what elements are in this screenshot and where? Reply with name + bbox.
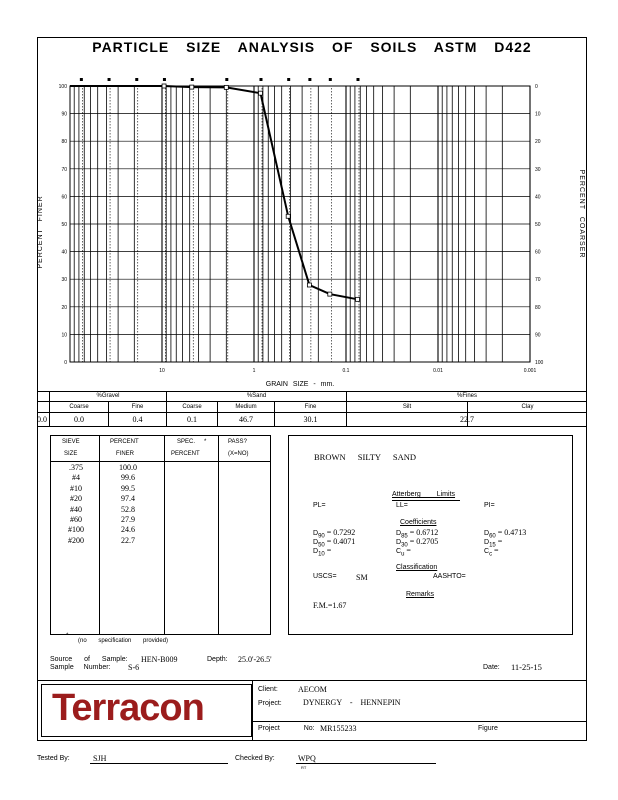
x-tick-10: 10: [159, 368, 165, 374]
fineness-modulus: F.M.=1.67: [313, 601, 347, 610]
data-point-6: [328, 292, 332, 296]
h-xno: (X=NO): [228, 451, 249, 457]
val-gravel-fine: 0.4: [132, 415, 143, 424]
source-label: Source of Sample:: [50, 656, 128, 663]
atterberg-title: Atterberg Limits: [392, 491, 456, 498]
sieve-size-1: #4: [72, 473, 80, 483]
cobbles-value: 0.0: [37, 415, 47, 424]
val-fines: 22.7: [460, 415, 474, 424]
y-tick-right-0: 0: [535, 84, 538, 90]
d90: $D_{90} = 0.7292$: [313, 528, 356, 540]
footnote-star: *: [66, 633, 69, 639]
y-tick-left-50: 50: [61, 222, 67, 228]
tested-value: SJH: [93, 754, 107, 763]
col-gravel-coarse: Coarse: [69, 404, 89, 410]
sieve-marker-3: [163, 78, 166, 81]
sieve-marker-7: [287, 78, 290, 81]
y-tick-left-60: 60: [61, 194, 67, 201]
y-tick-left-70: 70: [61, 166, 67, 173]
sieve-finer: [104, 463, 152, 546]
depth-value: 25.0'-26.5': [238, 655, 272, 664]
y-tick-right-50: 50: [535, 222, 541, 228]
pl-label: PL=: [313, 502, 326, 509]
sieve-size-4: #40: [70, 504, 82, 514]
y-tick-right-80: 80: [535, 304, 541, 311]
col-clay: Clay: [521, 404, 534, 410]
y-tick-right-30: 30: [535, 166, 541, 173]
data-point-1: [190, 85, 194, 89]
sieve-sizes: [58, 463, 94, 546]
uscs-label: USCS=: [313, 573, 337, 580]
sieve-marker-9: [329, 78, 332, 81]
data-point-0: [162, 84, 166, 88]
x-tick-0.01: 0.01: [433, 368, 443, 374]
cc: $C_c$ =: [484, 546, 499, 558]
y-tick-right-100: 100: [535, 360, 544, 366]
checked-sub: RT: [301, 765, 307, 770]
sieve-finer-2: 99.5: [121, 483, 135, 493]
source-value: HEN-B009: [141, 655, 178, 664]
h-star: *: [204, 439, 207, 445]
pi-label: PI=: [484, 502, 495, 509]
val-sand-fine: 30.1: [303, 415, 318, 424]
figure-label: Figure: [478, 725, 498, 732]
x-tick-1: 1: [252, 368, 256, 374]
data-point-2: [224, 85, 228, 89]
y-tick-right-60: 60: [535, 249, 541, 256]
project-value: DYNERGY - HENNEPIN: [303, 698, 401, 707]
d60: $D_{60} = 0.4713$: [484, 528, 527, 540]
terracon-logo: Terracon: [52, 687, 204, 729]
gradation-line: [164, 86, 358, 299]
d85: $D_{85} = 0.6712$: [396, 528, 439, 540]
footnote: (no specification provided): [78, 638, 169, 644]
remarks-title: Remarks: [406, 591, 435, 598]
y-tick-left-90: 90: [61, 111, 67, 118]
x-tick-0.1: 0.1: [342, 368, 350, 374]
sieve-size-7: #200: [68, 535, 84, 545]
col-sand-coarse: Coarse: [182, 404, 202, 410]
sieve-size-5: #60: [70, 515, 82, 525]
sieve-marker-4: [191, 78, 194, 81]
checked-label: Checked By:: [235, 755, 275, 762]
sieve-finer-3: 97.4: [121, 494, 135, 504]
y-tick-right-90: 90: [535, 332, 541, 339]
y-tick-left-20: 20: [61, 304, 67, 311]
sieve-marker-0: [80, 78, 83, 81]
x-axis-label: GRAIN SIZE - mm.: [265, 381, 335, 388]
d50: $D_{50} = 0.4071$: [313, 537, 356, 549]
h-spec-percent: PERCENT: [171, 451, 200, 457]
uscs-value: SM: [356, 573, 368, 582]
h-size: SIZE: [64, 451, 78, 457]
client-label: Client:: [258, 686, 278, 693]
project-label: Project:: [258, 700, 282, 707]
col-sand-fine: Fine: [304, 404, 317, 410]
ll-label: LL=: [396, 502, 408, 509]
sieve-finer-5: 27.9: [121, 515, 135, 525]
tested-label: Tested By:: [37, 755, 70, 762]
sieve-finer-1: 99.6: [121, 473, 135, 483]
sieve-size-2: #10: [70, 483, 82, 493]
d10: $D_{10}$ =: [313, 546, 332, 558]
col-gravel-fine: Fine: [131, 404, 144, 410]
sieve-size-3: #20: [70, 494, 82, 504]
sieve-marker-6: [259, 78, 262, 81]
data-point-4: [286, 214, 290, 218]
gravel-header: %Gravel: [96, 393, 120, 399]
y-tick-right-20: 20: [535, 139, 541, 146]
sieve-size-6: #100: [68, 525, 84, 535]
y-tick-left-30: 30: [61, 277, 67, 284]
h-percent: PERCENT: [110, 439, 139, 445]
fines-header: %Fines: [456, 393, 477, 399]
checked-value: WPQ: [298, 754, 316, 763]
coeff-title: Coefficients: [400, 519, 437, 526]
sieve-finer-7: 22.7: [121, 535, 135, 545]
data-point-7: [355, 297, 359, 301]
sieve-finer-0: 100.0: [119, 463, 137, 472]
date-value: 11-25-15: [511, 662, 542, 672]
sieve-marker-5: [225, 78, 228, 81]
y-axis-label-left: PERCENT FINER: [37, 195, 44, 269]
h-finer: FINER: [116, 451, 134, 457]
cu: $C_u$ =: [396, 546, 411, 558]
d15: $D_{15}$ =: [484, 537, 503, 549]
sieve-marker-2: [135, 78, 138, 81]
col-silt: Silt: [402, 404, 412, 410]
val-sand-medium: 46.7: [239, 415, 253, 424]
y-tick-left-0: 0: [64, 360, 67, 366]
h-sieve: SIEVE: [62, 439, 80, 445]
project-no-label: Project No:: [258, 725, 315, 732]
client-value: AECOM: [298, 685, 327, 694]
data-point-5: [307, 283, 311, 287]
sand-header: %Sand: [246, 393, 267, 399]
col-sand-medium: Medium: [235, 404, 257, 410]
y-tick-left-100: 100: [58, 84, 67, 90]
y-tick-right-40: 40: [535, 194, 541, 201]
sieve-finer-4: 52.8: [121, 504, 135, 514]
h-spec: SPEC.: [177, 439, 196, 445]
soil-description: BROWN SILTY SAND: [314, 452, 417, 462]
sample-label: Sample Number:: [50, 664, 111, 671]
date-label: Date:: [483, 664, 500, 671]
class-title: Classification: [396, 564, 438, 571]
sieve-finer-6: 24.6: [121, 525, 135, 535]
sieve-marker-1: [108, 78, 111, 81]
y-tick-left-80: 80: [61, 139, 67, 146]
y-tick-right-10: 10: [535, 111, 541, 118]
y-axis-label-right: PERCENT COARSER: [578, 169, 585, 259]
sieve-size-0: .375: [69, 463, 83, 472]
project-no-value: MR155233: [320, 724, 357, 733]
y-tick-left-10: 10: [61, 332, 67, 339]
sieve-marker-10: [356, 78, 359, 81]
x-tick-0.001: 0.001: [523, 368, 537, 374]
report-title: PARTICLE SIZE ANALYSIS OF SOILS ASTM D422: [92, 39, 532, 55]
h-pass: PASS?: [228, 439, 247, 445]
d30: $D_{30} = 0.2705$: [396, 537, 439, 549]
sieve-marker-8: [308, 78, 311, 81]
val-gravel-coarse: 0.0: [74, 415, 84, 424]
depth-label: Depth:: [207, 656, 228, 663]
aashto-label: AASHTO=: [433, 573, 466, 580]
val-sand-coarse: 0.1: [187, 415, 197, 424]
y-tick-left-40: 40: [61, 249, 67, 256]
sample-value: S-6: [128, 663, 140, 672]
y-tick-right-70: 70: [535, 277, 541, 284]
data-point-3: [258, 91, 262, 95]
